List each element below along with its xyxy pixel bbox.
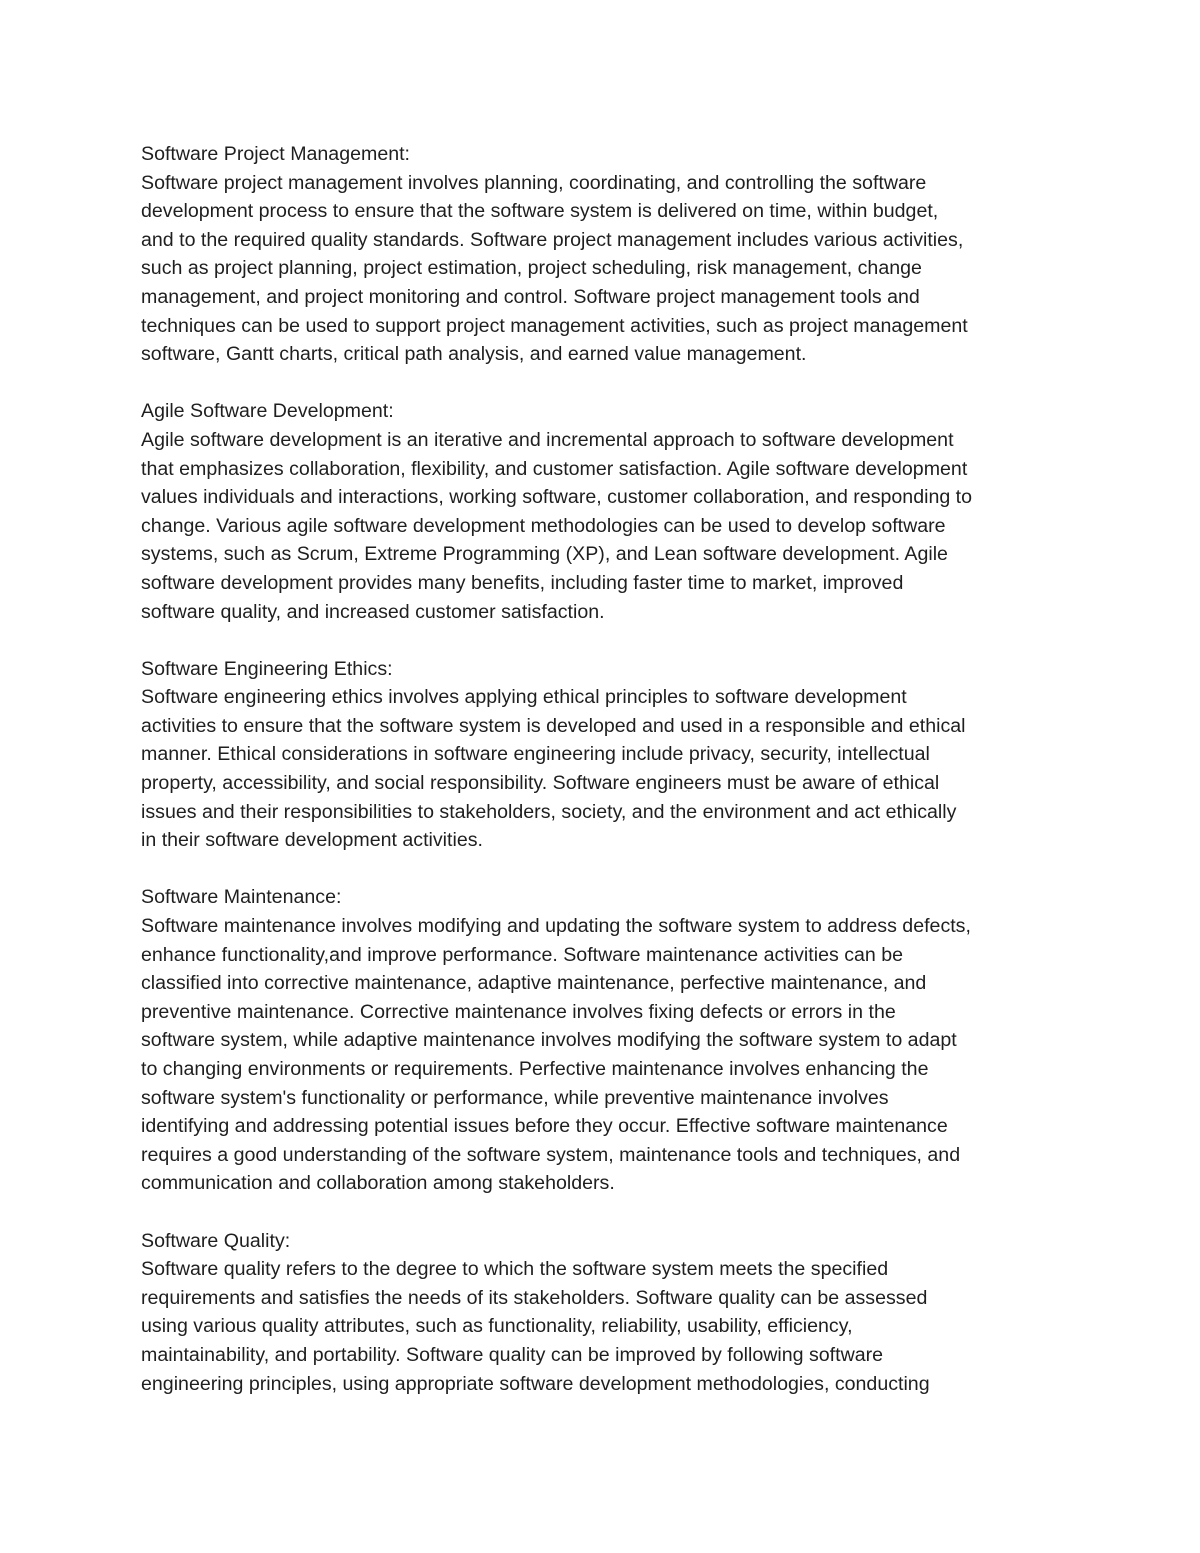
body-line: development process to ensure that the software system is delivered on time, within budget,: [141, 200, 939, 223]
body-line: software system, while adaptive maintenance involves modifying the software system to adapt: [141, 1029, 957, 1052]
body-line: change. Various agile software development methodologies can be used to develop software: [141, 514, 946, 537]
body-line: identifying and addressing potential issues before they occur. Effective software maintenance: [141, 1115, 948, 1138]
body-line: to changing environments or requirements. Perfective maintenance involves enhancing the: [141, 1058, 929, 1080]
body-line: engineering principles, using appropriate software development methodologies, conducting: [141, 1372, 930, 1395]
section-heading: Software Maintenance:: [141, 886, 342, 909]
body-line: property, accessibility, and social responsibility. Software engineers must be aware of ethical: [141, 772, 940, 795]
body-line: using various quality attributes, such as functionality, reliability, usability, efficiency,: [141, 1315, 853, 1338]
body-line: communication and collaboration among stakeholders.: [141, 1172, 615, 1195]
body-line: issues and their responsibilities to stakeholders, society, and the environment and act ethically: [141, 800, 957, 823]
body-line: software development provides many benefits, including faster time to market, improved: [141, 571, 904, 594]
body-line: software system's functionality or performance, while preventive maintenance involves: [141, 1086, 889, 1109]
body-line: and to the required quality standards. Software project management includes various activities,: [141, 228, 964, 251]
body-line: Software engineering ethics involves applying ethical principles to software development: [141, 686, 907, 709]
body-line: Software maintenance involves modifying and updating the software system to address defects,: [141, 915, 971, 938]
body-line: requirements and satisfies the needs of its stakeholders. Software quality can be assessed: [141, 1286, 928, 1309]
document-page: [141, 140, 1071, 1427]
section-quality: [141, 1227, 1071, 1399]
body-line: Agile software development is an iterative and incremental approach to software development: [141, 428, 954, 451]
body-line: activities to ensure that the software system is developed and used in a responsible and ethical: [141, 714, 966, 737]
body-line: requires a good understanding of the software system, maintenance tools and techniques, and: [141, 1143, 961, 1166]
body-line: preventive maintenance. Corrective maintenance involves fixing defects or errors in the: [141, 1000, 896, 1023]
body-line: in their software development activities.: [141, 829, 483, 852]
body-line: classified into corrective maintenance, adaptive maintenance, perfective maintenance, and: [141, 972, 927, 995]
body-line: management, and project monitoring and control. Software project management tools and: [141, 285, 920, 308]
body-line: Software project management involves planning, coordinating, and controlling the software: [141, 171, 927, 194]
body-line: techniques can be used to support project management activities, such as project management: [141, 314, 968, 337]
body-line: systems, such as Scrum, Extreme Programming (XP), and Lean software development. Agile: [141, 543, 948, 566]
section-maintenance: [141, 883, 1071, 1198]
body-line: software quality, and increased customer satisfaction.: [141, 600, 605, 623]
section-agile-development: [141, 397, 1071, 626]
section-engineering-ethics: [141, 655, 1071, 855]
body-line: such as project planning, project estimation, project scheduling, risk management, change: [141, 257, 922, 280]
body-line: enhance functionality,and improve performance. Software maintenance activities can be: [141, 943, 904, 966]
body-line: that emphasizes collaboration, flexibility, and customer satisfaction. Agile software development: [141, 457, 968, 480]
section-heading: Software Quality:: [141, 1229, 291, 1252]
body-line: software, Gantt charts, critical path analysis, and earned value management.: [141, 343, 807, 366]
body-line: manner. Ethical considerations in software engineering include privacy, security, intellectual: [141, 743, 930, 766]
section-heading: Software Engineering Ethics:: [141, 657, 393, 680]
section-heading: Software Project Management:: [141, 143, 411, 165]
section-heading: Agile Software Development:: [141, 400, 394, 423]
section-project-management: [141, 140, 1071, 369]
body-line: Software quality refers to the degree to which the software system meets the specified: [141, 1258, 889, 1281]
body-line: maintainability, and portability. Software quality can be improved by following software: [141, 1343, 884, 1366]
body-line: values individuals and interactions, working software, customer collaboration, and responding to: [141, 486, 973, 509]
